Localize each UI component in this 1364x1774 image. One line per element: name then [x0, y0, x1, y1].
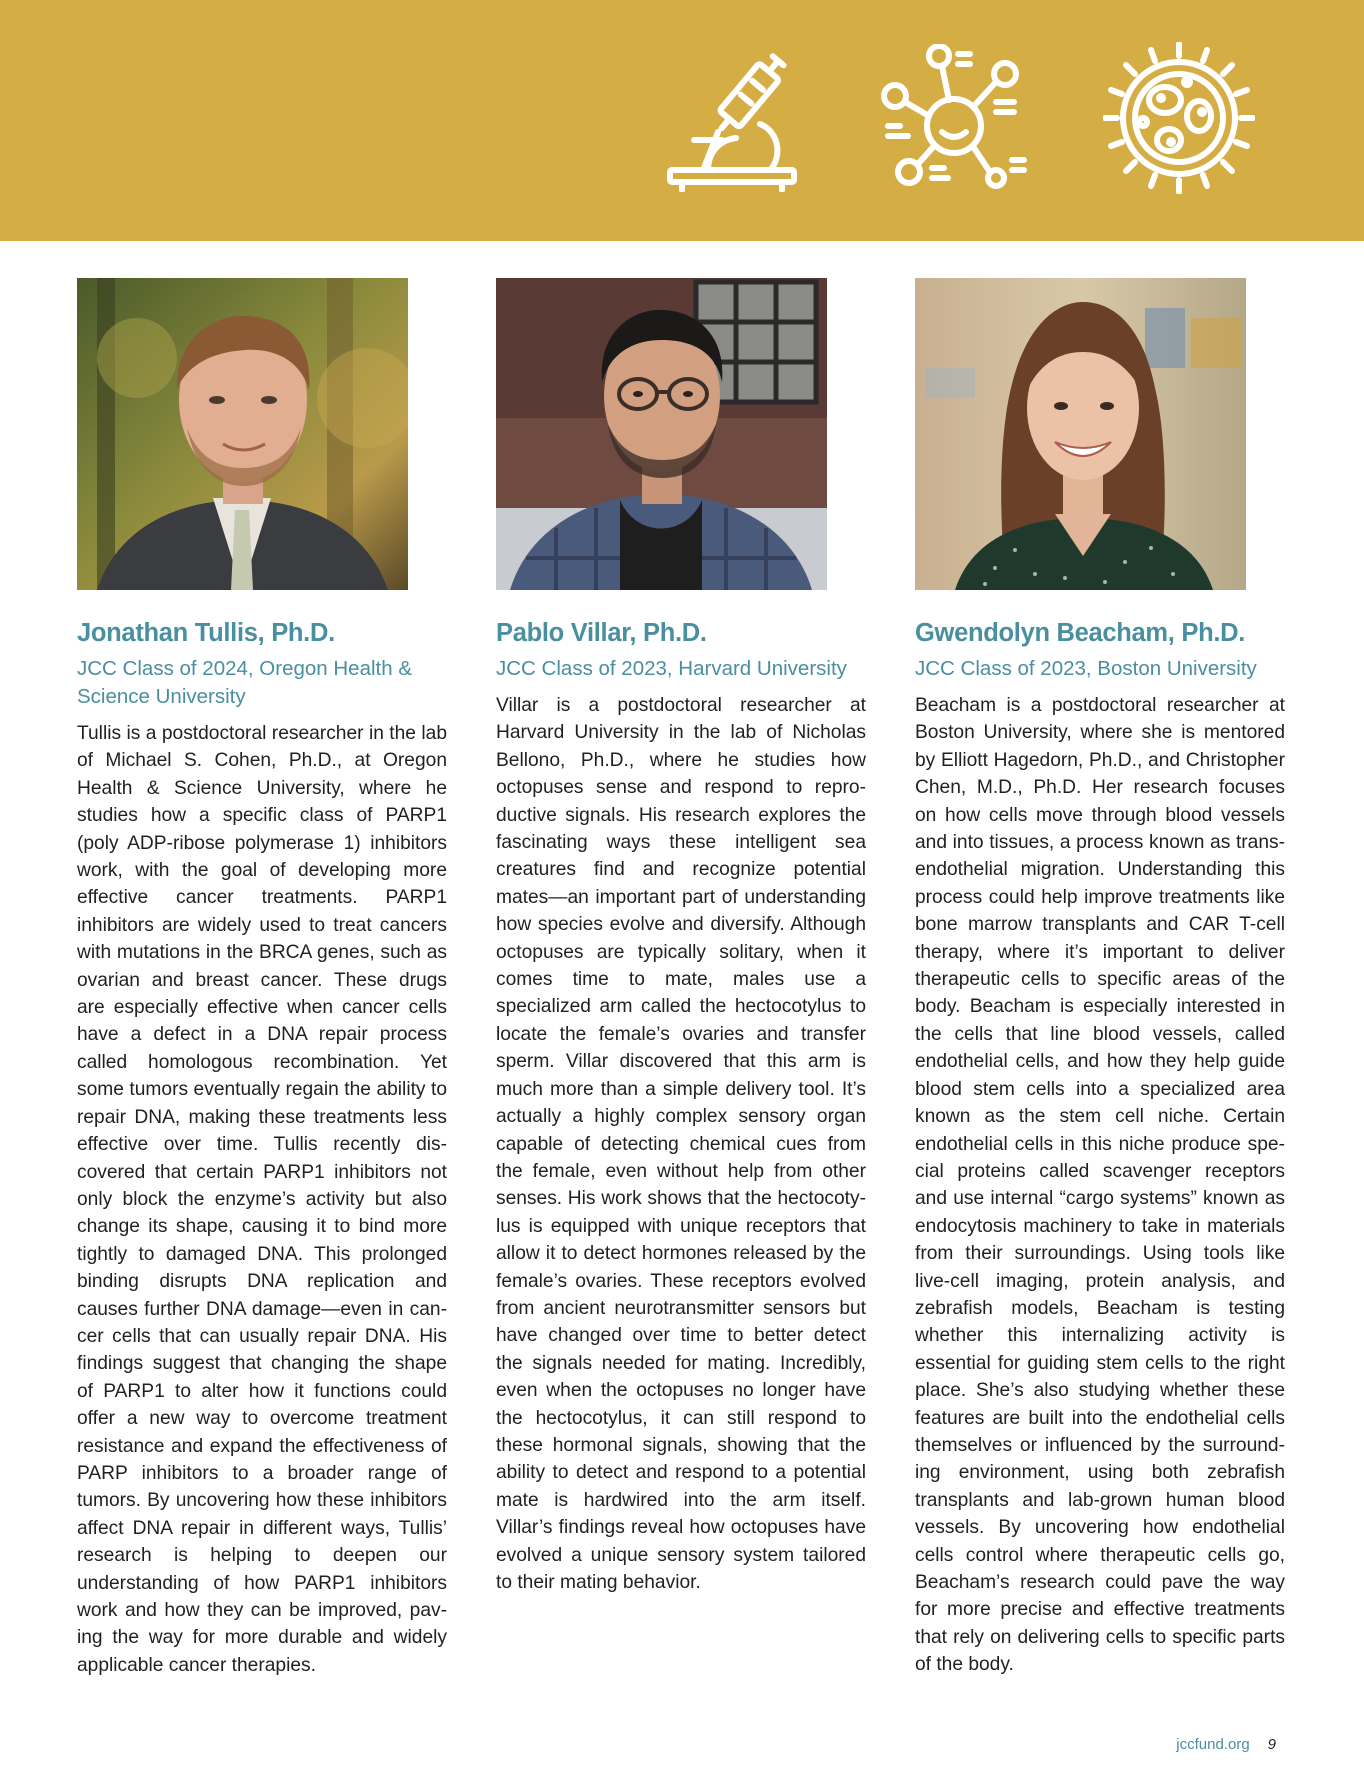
profile-bio: Tullis is a postdoctoral researcher in the lab of Michael S. Cohen, Ph.D., at Oregon Health & Science University, where he studies how a specific class of PARP1 (poly ADP-ribose polymerase 1) inhibitors work, with the goal of developing more effective cancer treatments. PARP1 inhibitors are widely used to treat cancers with mutations in the BRCA genes, such as ovarian and breast cancer. These drugs are especially effective when cancer cells have a defect in a DNA repair process called homologous recombination. Yet some tumors eventually regain the ability to repair DNA, making these treatments less effective over time. Tullis recently discovered that certain PARP1 inhibitors not only block the enzyme’s activity but also change its shape, causing it to bind more tightly to damaged DNA. This prolonged binding disrupts DNA replication and causes further DNA damage—even in cancer cells that can usually repair DNA. His findings suggest that changing the shape of PARP1 to alter how it functions could offer a new way to overcome treatment resistance and expand the effectiveness of PARP inhibitors to a broader range of tumors. By uncovering how these inhibitors affect DNA repair in different ways, Tullis’ research is helping to deepen our understanding of how PARP1 inhibitors work and how they can be improved, paving the way for more durable and widely applicable cancer therapies.	[77, 723, 447, 1676]
profile-affiliation: JCC Class of 2024, Oregon Health & Science University	[77, 657, 412, 708]
microscope-icon	[664, 40, 802, 192]
portrait-photo-villar	[496, 278, 827, 590]
profile-bio: Villar is a postdoctoral researcher at Harvard University in the lab of Nicholas Bellono, Ph.D., where he studies how octopuses sense and respond to reproductive signals. His research explores the fascinating ways these intelligent sea creatures find and recognize potential mates—an important part of understanding how species evolve and diversify. Although octopuses are typically solitary, when it comes time to mate, males use a specialized arm called the hectocotylus to locate the female’s ovaries and transfer sperm. Villar discovered that this arm is much more than a simple delivery tool. It’s actually a highly complex sensory organ capable of detecting chemical cues from the female, even without help from other senses. His work shows that the hectocotylus is equipped with unique receptors that allow it to detect hormones released by the female’s ovaries. These receptors evolved from ancient neurotransmitter sensors but have changed over time to better detect the signals needed for mating. Incredibly, even when the octopuses no longer have the hectocotylus, it can still respond to these hormonal signals, showing that the ability to detect and respond to a potential mate is hardwired into the arm itself. Villar’s findings reveal how octopuses have evolved a unique sensory system tailored to their mating behavior.	[496, 695, 866, 1593]
profile-name: Gwendolyn Beacham, Ph.D.	[915, 619, 1246, 647]
footer-website-link[interactable]: jccfund.org	[1176, 1736, 1250, 1753]
header-band	[0, 0, 1364, 241]
molecule-icon	[878, 44, 1028, 194]
portrait-photo-beacham	[915, 278, 1246, 590]
portrait-photo-tullis	[77, 278, 408, 590]
profile-name: Pablo Villar, Ph.D.	[496, 619, 707, 647]
page-number: 9	[1267, 1736, 1276, 1753]
profile-bio: Beacham is a postdoctoral researcher at Boston University, where she is mentored by Elliott Hagedorn, Ph.D., and Christopher Chen, M.D., Ph.D. Her research focuses on how cells move through blood vessels and into tissues, a process known as trans-endothelial migration. Understanding this process could help improve treatments like bone marrow transplants and CAR T-cell therapy, where it’s important to deliver therapeutic cells to specific areas of the body. Beacham is especially interested in the cells that line blood vessels, called endothelial cells, and how they help guide blood stem cells into a specialized area known as the stem cell niche. Certain endothelial cells in this niche produce special proteins called scavenger receptors and use internal “cargo systems” known as endocytosis machinery to take in materials from their surroundings. Using tools like live-cell imaging, protein analysis, and zebrafish models, Beacham is testing whether this internalizing activity is essential for guiding stem cells to the right place. She’s also studying whether these features are built into the endothelial cells themselves or influenced by the surrounding environment, using both zebrafish transplants and lab-grown human blood vessels. By uncovering how endothelial cells control where therapeutic cells go, Beacham’s research could pave the way for more precise and effective treatments that rely on delivering cells to specific parts of the body.	[915, 695, 1285, 1676]
profile-name: Jonathan Tullis, Ph.D.	[77, 619, 335, 647]
profile-column-beacham	[915, 278, 1285, 1679]
profile-column-tullis	[77, 278, 447, 1679]
cell-icon	[1103, 42, 1255, 194]
profile-affiliation: JCC Class of 2023, Boston University	[915, 657, 1257, 680]
profile-affiliation: JCC Class of 2023, Harvard University	[496, 657, 847, 680]
page-footer	[1176, 1736, 1276, 1753]
profile-column-villar	[496, 278, 866, 1596]
